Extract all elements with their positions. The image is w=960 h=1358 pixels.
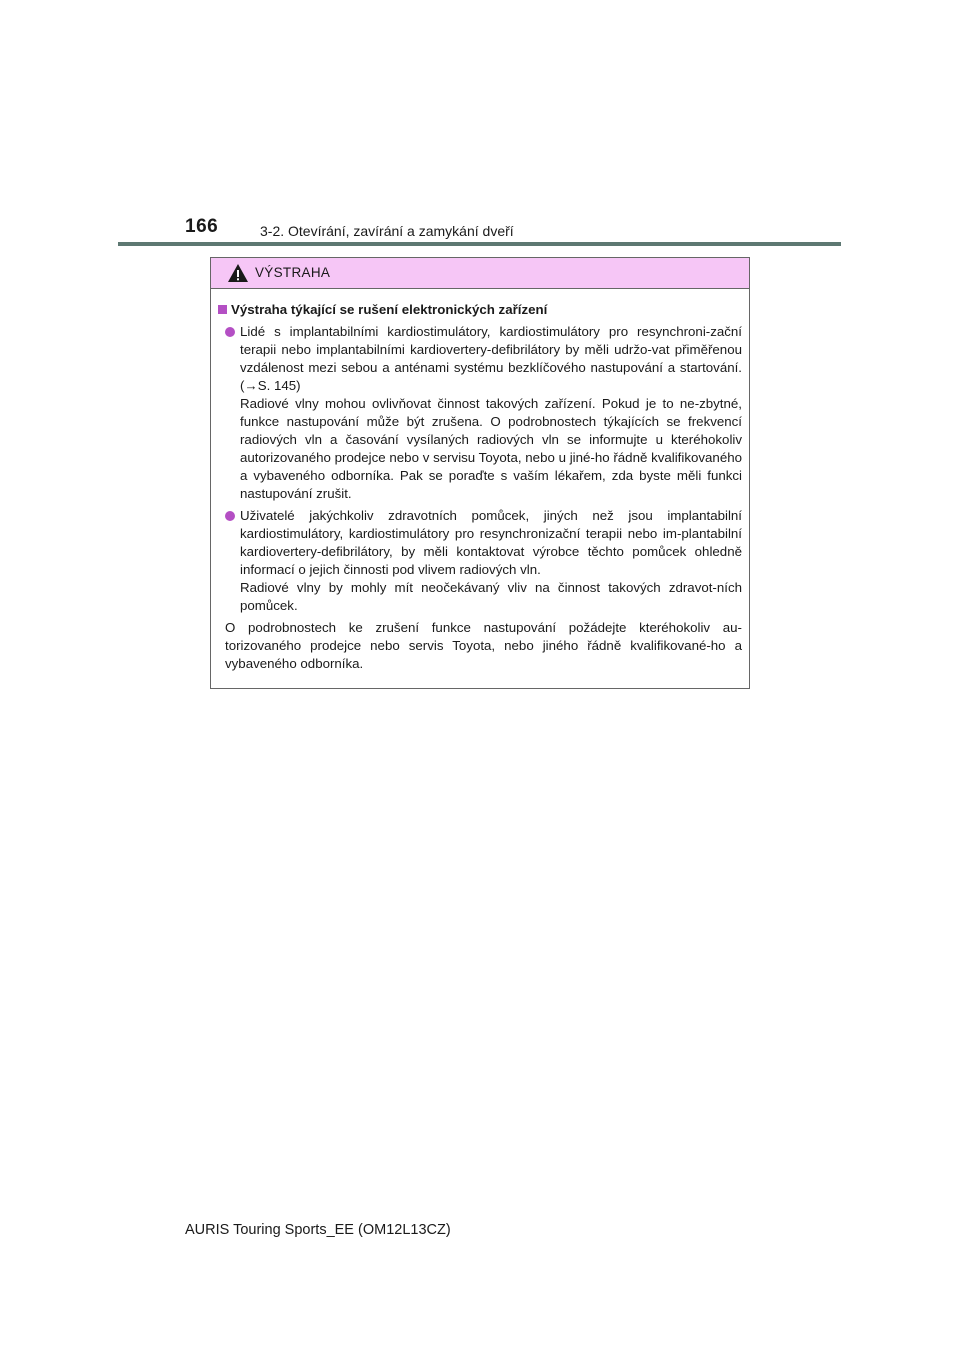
list-item (225, 507, 742, 615)
warning-triangle-icon (227, 263, 249, 283)
paragraph: Uživatelé jakýchkoliv zdravotních pomůcek, jiných než jsou implantabilní kardiostimulátory, kardiostimulátory pro resynchronizační terapii nebo im-plantabilní kardiovertery-defibrilátory, by měli kontaktovat výrobce těchto pomůcek ohledně informací o jejich činnosti pod vlivem radiových vln. (240, 508, 742, 577)
list-item-text (240, 323, 742, 503)
circle-bullet-icon (225, 511, 235, 521)
warning-title: VÝSTRAHA (255, 265, 331, 280)
list-item (225, 323, 742, 503)
footer-model-code: AURIS Touring Sports_EE (OM12L13CZ) (185, 1222, 451, 1238)
warning-body (211, 289, 749, 688)
page-number: 166 (185, 216, 219, 237)
list-item-text (240, 507, 742, 615)
header-rule (118, 242, 841, 246)
closing-paragraph: O podrobnostech ke zrušení funkce nastupování požádejte kteréhokoliv au-torizovaného prodejce nebo servis Toyota, nebo jiného řádně kvalifikované-ho a vybaveného odborníka. (225, 620, 742, 671)
warning-header (211, 258, 749, 289)
warning-subheading-text: Výstraha týkající se rušení elektronických zařízení (231, 302, 548, 317)
paragraph: Radiové vlny mohou ovlivňovat činnost takových zařízení. Pokud je to ne-zbytné, funkce nastupování může být zrušena. O podrobnostech týkajících se frekvencí radiových vln a časování vysílaných radiových vln se informujte u kteréhokoliv autorizovaného prodejce nebo v servisu Toyota, nebo u jiné-ho řádně kvalifikovaného a vybaveného odborníka. Pak se poraďte s vaším lékařem, zda byste měli funkci nastupování zrušit. (240, 396, 742, 501)
circle-bullet-icon (225, 327, 235, 337)
paragraph: Lidé s implantabilními kardiostimulátory, kardiostimulátory pro resynchroni-zační terapii nebo implantabilními kardiovertery-defibrilátory by měli udržo-vat přiměřenou vzdálenost mezi sebou a anténami systému bezklíčového nastupování a startování. (→S. 145) (240, 324, 742, 393)
square-bullet-icon (218, 305, 227, 314)
warning-box (210, 257, 750, 689)
warning-subheading (218, 301, 742, 319)
section-title: 3-2. Otevírání, zavírání a zamykání dveří (260, 223, 514, 239)
paragraph: Radiové vlny by mohly mít neočekávaný vliv na činnost takových zdravot-ních pomůcek. (240, 580, 742, 613)
